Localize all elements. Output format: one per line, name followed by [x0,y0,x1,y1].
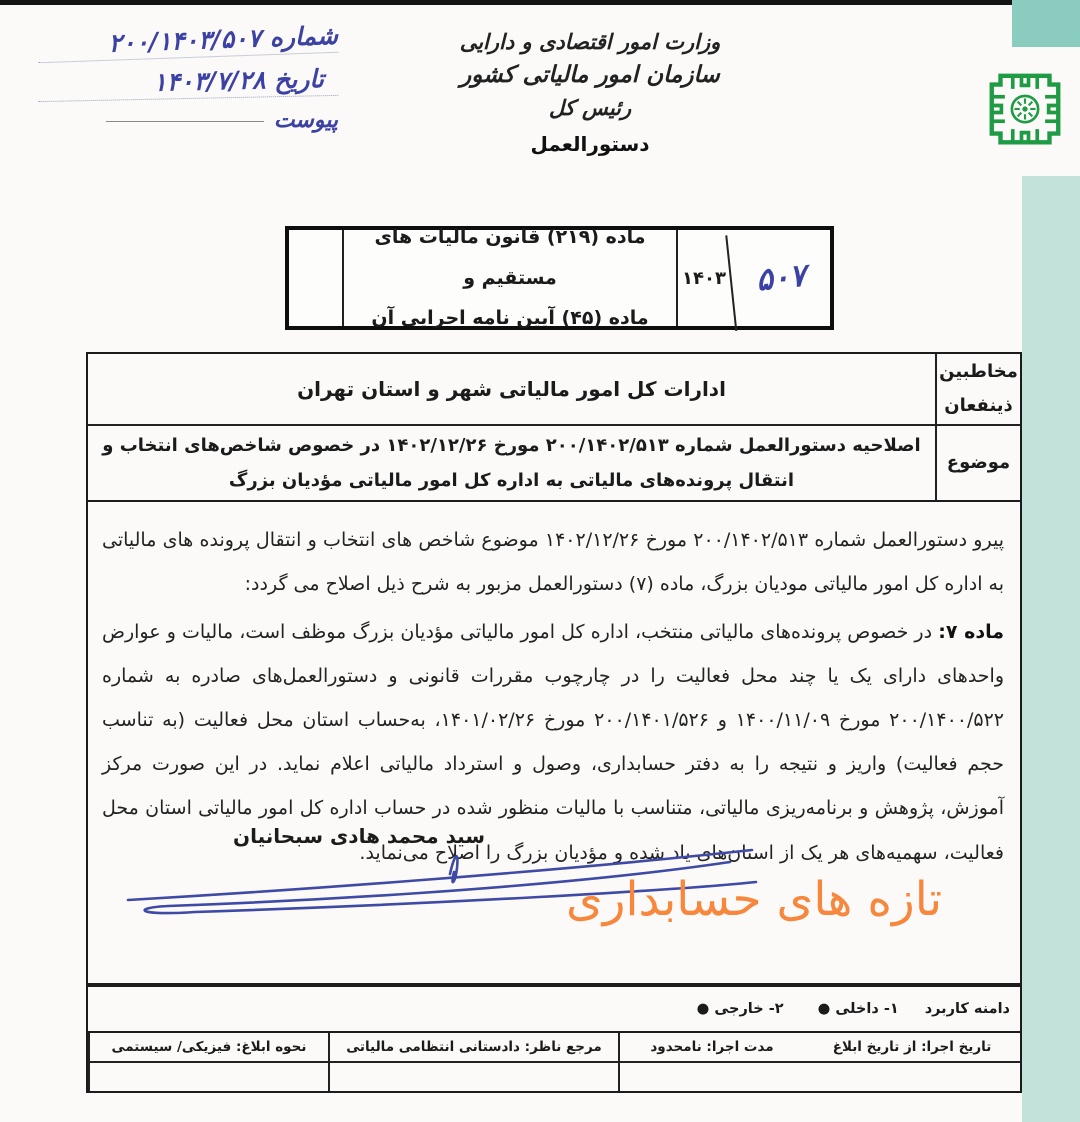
footer-empty-cell [328,1063,618,1091]
recipients-value: ادارات کل امور مالیاتی شهر و استان تهران [297,377,726,401]
subject-value: اصلاحیه دستورالعمل شماره ۲۰۰/۱۴۰۲/۵۱۳ مورخ ۱۴۰۲/۱۲/۲۶ در خصوص شاخص‌های انتخاب و انتقال پرونده‌های مالیاتی به اداره کل امور مالیاتی مؤدیان بزرگ [102,434,921,491]
tax-administration-logo-icon [983,42,1067,176]
letter-number-line [38,21,339,63]
law-reference-box [285,226,834,330]
scope-option-internal: ۱- داخلی ● [817,1001,899,1017]
attachment-label: پیوست [273,108,338,133]
law-box-empty-cell [289,230,342,326]
footer-empty-cell [618,1063,804,1091]
duration-cell: مدت اجرا: نامحدود [618,1033,804,1061]
handwritten-ref-number: ۵۰۷ [725,225,834,331]
execution-date-cell: تاریخ اجرا: از تاریخ ابلاغ [832,1039,992,1055]
handwritten-header-fields [38,20,339,144]
letter-date-line [38,64,339,102]
scope-of-application-row [86,985,1022,1031]
recipients-label [935,354,1020,424]
letterhead [370,30,810,156]
article-7-label: ماده ۷: [938,621,1004,644]
article-7-text: در خصوص پرونده‌های مالیاتی منتخب، اداره کل امور مالیاتی مؤدیان بزرگ موظف است، مالیات و عوارض واحدهای دارای یک یا چند محل فعالیت را در چارچوب مقررات قانونی و دستورالعمل‌های صادره به شماره ۲۰۰/۱۴۰۰/۵۲۲ مورخ ۱۴۰۰/۱۱/۰۹ و ۲۰۰/۱۴۰۱/۵۲۶ مورخ ۱۴۰۱/۰۲/۲۶، به‌حساب استان محل فعالیت (به تناسب حجم فعالیت) واریز و نتیجه را به دفتر حسابداری، وصول و استرداد مالیاتی اعلام نماید. در این صورت مرکز آموزش، پژوهش و برنامه‌ریزی مالیاتی، متناسب با مالیات منظور شده در حساب اداره کل امور مالیاتی استان محل فعالیت، سهمیه‌های هر یک از استان‌های یاد شده و مؤدیان بزرگ را اصلاح می‌نماید. [102,621,1005,864]
ministry-name: وزارت امور اقتصادی و دارایی [459,30,721,54]
scope-option-external: ۲- خارجی ● [696,1001,784,1017]
document-type-heading: دستورالعمل [530,132,650,156]
number-value: ۲۰۰/۱۴۰۳/۵۰۷ [108,23,262,58]
body-paragraph-1: پیرو دستورالعمل شماره ۲۰۰/۱۴۰۲/۵۱۳ مورخ ۱۴۰۲/۱۲/۲۶ موضوع شاخص های انتخاب و انتقال پرونده های مالیاتی به اداره کل امور مالیاتی مودیان بزرگ، ماده (۷) دستورالعمل مزبور به شرح ذیل اصلاح می گردد: [102,529,1004,596]
footer-labels-row [88,1033,1020,1063]
scan-top-edge [0,0,1013,5]
attachment-blank-line [106,121,264,122]
date-label: تاریخ [273,64,325,95]
law-reference-text [342,225,676,330]
footer-empty-cell [804,1063,1020,1091]
number-label: شماره [269,20,339,53]
scope-label: دامنه کاربرد [924,1001,1010,1017]
law-reference-line-2: ماده (۴۵) آیین نامه اجرایی آن [371,307,649,330]
mint-side-band [1022,176,1080,1122]
watermark-text: تازه های حسابداری [566,872,943,927]
directive-body-text [88,502,1020,875]
attachment-line [38,108,338,135]
law-reference-line-1: ماده (۲۱۹) قانون مالیات های مستقیم و [374,225,646,289]
organization-name: سازمان امور مالیاتی کشور [460,62,720,88]
footer-metadata-table [86,1031,1022,1093]
law-box-year: ۱۴۰۳ [676,230,730,326]
notification-method-cell: نحوه ابلاغ: فیزیکی/ سیستمی [88,1033,328,1061]
recipients-label-line-1: مخاطبین [939,360,1018,382]
date-value: ۱۴۰۳/۷/۲۸ [152,65,266,97]
recipients-label-line-2: ذینفعان [944,395,1013,416]
subject-row [88,426,1020,502]
footer-empty-cell [88,1063,328,1091]
teal-corner-block [1012,0,1080,47]
footer-empty-row [88,1063,1020,1091]
office-title: رئیس کل [548,96,632,120]
signer-name: سید محمد هادی سبحانیان [233,824,486,848]
subject-label: موضوع [935,426,1020,500]
recipients-row [88,354,1020,426]
supervisor-cell: مرجع ناظر: دادستانی انتظامی مالیاتی [328,1033,618,1061]
